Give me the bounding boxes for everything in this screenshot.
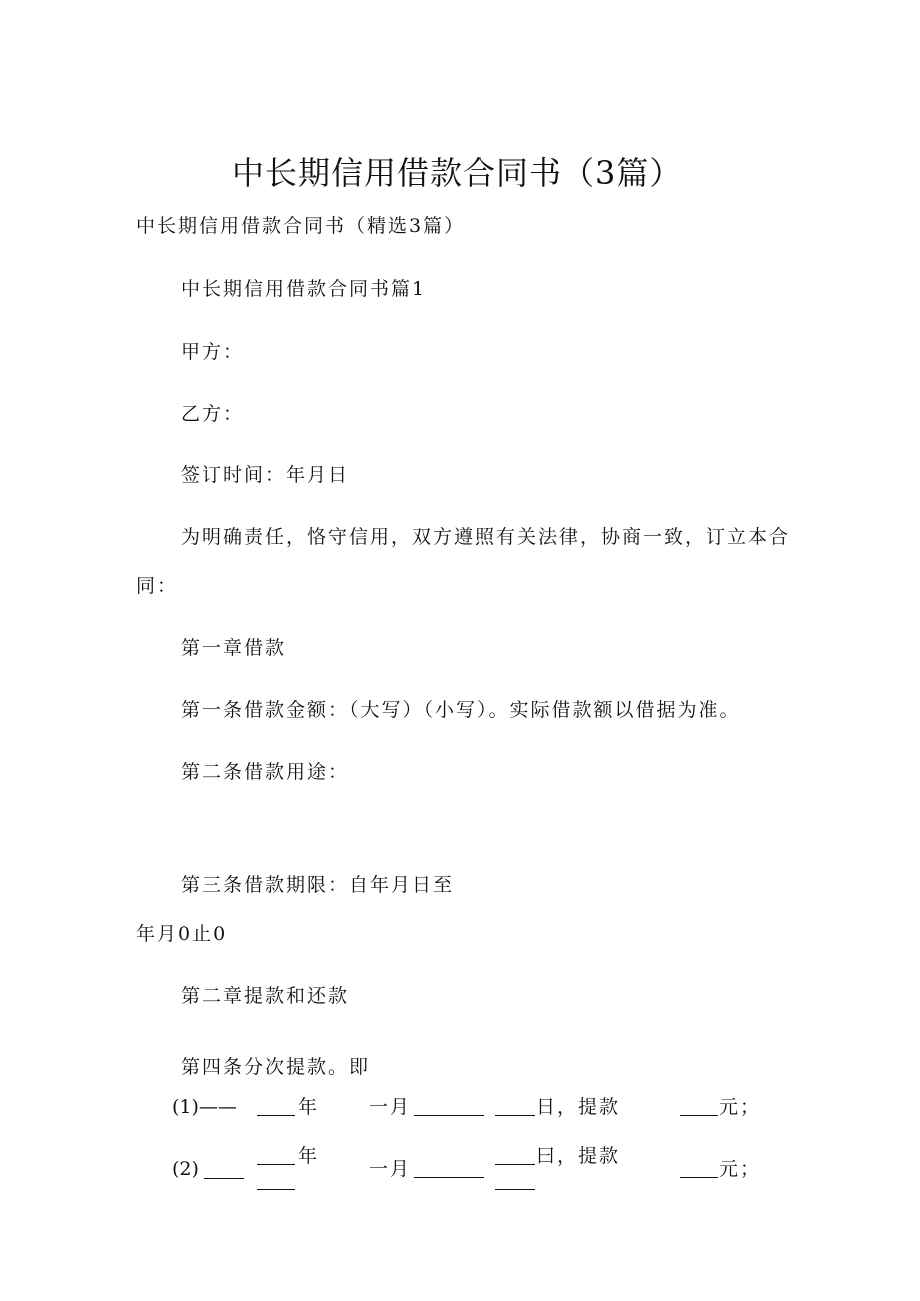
party-b-label: 乙方： [181, 403, 245, 425]
document-title: 中长期信用借款合同书（3篇） [232, 154, 683, 192]
article-2: 第二条借款用途： [181, 761, 350, 783]
row2-number-blank [204, 1178, 244, 1179]
row1-amount-blank [680, 1115, 718, 1116]
row2-year-label: 年 [298, 1145, 320, 1167]
intro-paragraph-line2: 同： [136, 575, 179, 597]
article-1: 第一条借款金额：（大写）（小写）。实际借款额以借据为准。 [181, 699, 741, 721]
row2-day-label: 曰，提款 [536, 1145, 621, 1167]
row1-month-blank [414, 1115, 484, 1116]
row1-year-label: 年 [298, 1096, 320, 1118]
row1-month-label: 一月 [369, 1096, 412, 1118]
row1-day-label: 日，提款 [536, 1096, 621, 1118]
row2-amount-blank [680, 1177, 718, 1178]
row1-yuan-label: 元； [719, 1096, 762, 1118]
row2-day-blank-bottom [495, 1189, 535, 1190]
row2-month-label: 一月 [369, 1158, 412, 1180]
chapter-2-heading: 第二章提款和还款 [181, 985, 350, 1007]
article-3-line1: 第三条借款期限：自年月日至 [181, 874, 455, 896]
row2-month-blank [414, 1177, 484, 1178]
row2-year-blank-top [257, 1164, 295, 1165]
article-4: 第四条分次提款。即 [181, 1056, 371, 1078]
row2-yuan-label: 元； [719, 1158, 762, 1180]
row1-number: (1)—— [172, 1096, 237, 1118]
chapter-1-heading: 第一章借款 [181, 637, 287, 659]
intro-paragraph-line1: 为明确责任，恪守信用，双方遵照有关法律，协商一致，订立本合 [181, 526, 791, 548]
section-heading: 中长期信用借款合同书篇1 [181, 278, 427, 300]
row2-day-blank-top [495, 1164, 535, 1165]
row1-day-blank [495, 1115, 535, 1116]
document-subtitle: 中长期信用借款合同书（精选3篇） [136, 215, 466, 237]
row2-year-blank-bottom [257, 1189, 295, 1190]
row2-number: (2) [172, 1158, 199, 1180]
party-a-label: 甲方： [181, 341, 245, 363]
article-3-line2: 年月0止0 [136, 923, 228, 945]
sign-date-line: 签订时间：年月日 [181, 464, 350, 486]
row1-year-blank [257, 1115, 295, 1116]
